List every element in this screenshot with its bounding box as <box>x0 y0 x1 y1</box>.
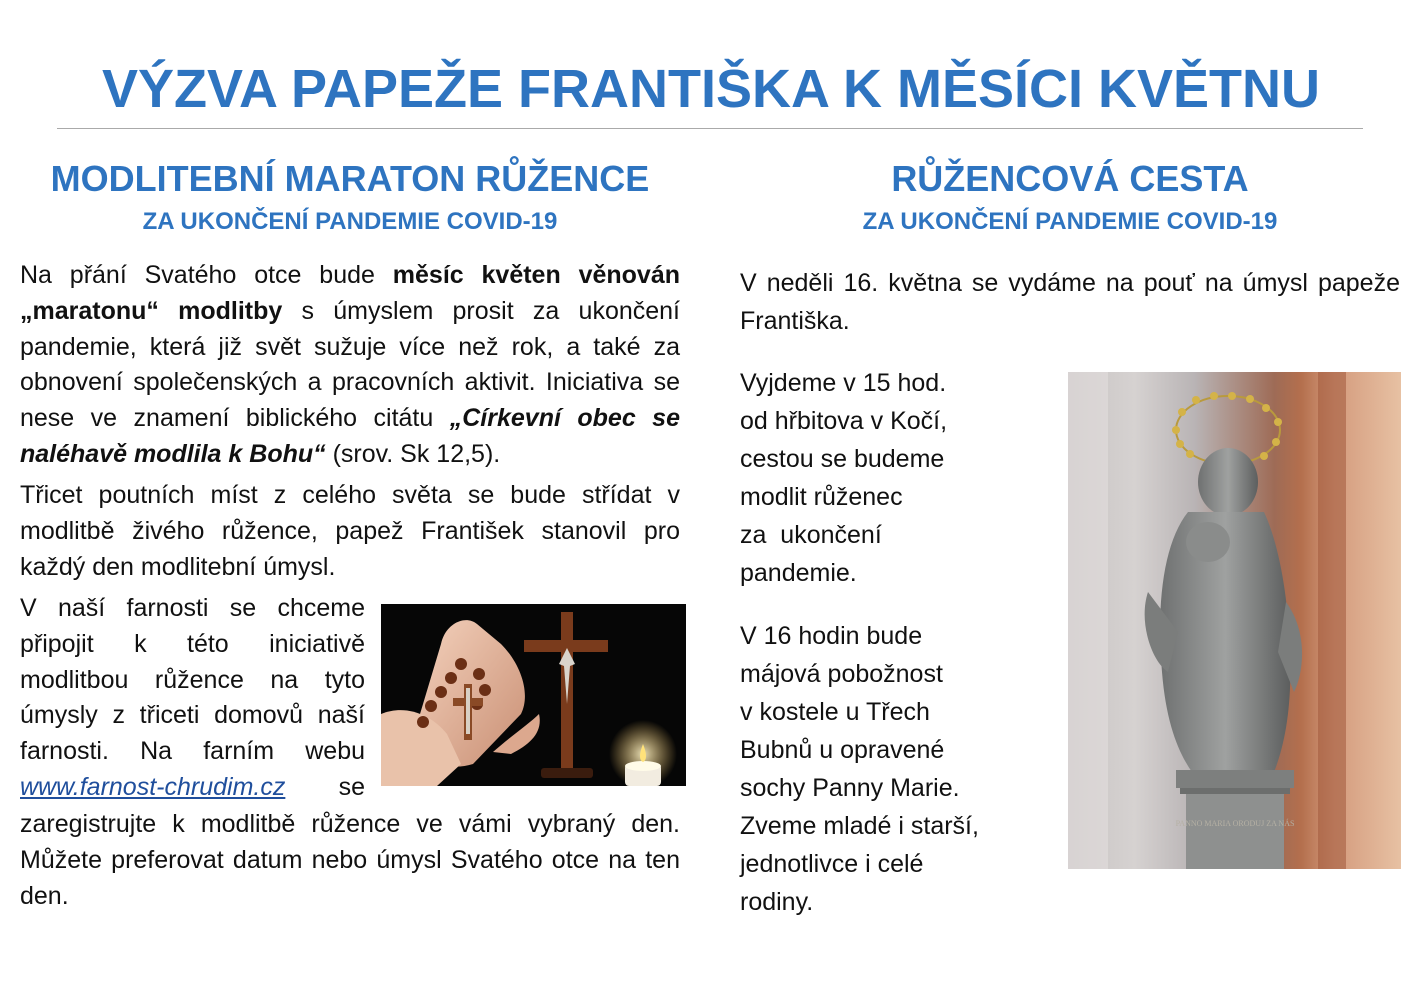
statue-illustration <box>1068 372 1401 869</box>
p1-text-d: (srov. Sk 12,5). <box>325 439 501 468</box>
parish-website-link[interactable]: www.farnost-chrudim.cz <box>20 772 286 801</box>
text-line: Vyjdeme v 15 hod. <box>740 369 947 397</box>
p3-text-b: se <box>285 772 365 801</box>
right-paragraph-3 <box>740 617 1060 921</box>
statue-inscription: PANNO MARIA ORODUJ ZA NÁS <box>1175 819 1295 828</box>
candle <box>609 720 677 786</box>
p1-bold-text: měsíc květen věnován „maratonu“ modlitby <box>20 261 680 325</box>
right-paragraph-2 <box>740 364 1060 592</box>
text-line: sochy Panny Marie. <box>740 774 960 802</box>
page-title: VÝZVA PAPEŽE FRANTIŠKA K MĚSÍCI KVĚTNU <box>101 59 1321 119</box>
text-line: od hřbitova v Kočí, <box>740 407 948 435</box>
title-divider <box>57 128 1363 129</box>
text-line: V 16 hodin bude <box>740 622 923 650</box>
p3-text-a: V naší farnosti se chceme připojit k této iniciativě modlitbou růžence na tyto úmysly z třiceti domovů naší farnosti. Na farním webu <box>20 594 365 766</box>
right-heading: RŮŽENCOVÁ CESTA <box>891 158 1249 199</box>
statue-figure <box>1145 448 1302 772</box>
left-paragraph-2: Třicet poutních míst z celého světa se bude střídat v modlitbě živého růžence, papež František stanovil pro každý den modlitební úmysl. <box>20 481 680 581</box>
left-paragraph-4: zaregistrujte k modlitbě růžence ve vámi vybraný den. Můžete preferovat datum nebo úmysl Svatého otce na ten den. <box>20 810 680 910</box>
text-line: v kostele u Třech <box>740 698 930 726</box>
text-line: rodiny. <box>740 888 814 916</box>
right-paragraph-1: V neděli 16. května se vydáme na pouť na úmysl papeže Františka. <box>740 269 1400 335</box>
left-paragraph-1 <box>20 258 680 473</box>
text-line: cestou se budeme <box>740 445 945 473</box>
right-subheading: ZA UKONČENÍ PANDEMIE COVID-19 <box>862 208 1278 235</box>
rosary-prayer-photo <box>381 604 686 786</box>
text-line: Zveme mladé i starší, <box>740 812 979 840</box>
text-line: májová pobožnost <box>740 660 943 688</box>
text-line: modlit růženec <box>740 483 903 511</box>
text-line: pandemie. <box>740 559 857 587</box>
left-subheading: ZA UKONČENÍ PANDEMIE COVID-19 <box>142 208 558 235</box>
left-heading: MODLITEBNÍ MARATON RŮŽENCE <box>50 158 650 199</box>
bible-quote: „Církevní obec se naléhavě modlila k Bohu“ <box>20 404 680 468</box>
text-line: za ukončení <box>740 521 882 549</box>
rosary-hands-illustration <box>381 604 686 786</box>
left-paragraph-3 <box>20 591 365 806</box>
text-line: jednotlivce i celé <box>740 850 924 878</box>
p1-text-a: Na přání Svatého otce bude <box>20 261 393 289</box>
p1-text-c: s úmyslem prosit za ukončení pandemie, která již svět sužuje více než rok, a také za obnovení společenských a pracovních aktivit. Iniciativa se nese ve znamení biblického citátu <box>20 296 681 433</box>
virgin-mary-statue-photo <box>1068 372 1401 869</box>
text-line: Bubnů u opravené <box>740 736 945 764</box>
